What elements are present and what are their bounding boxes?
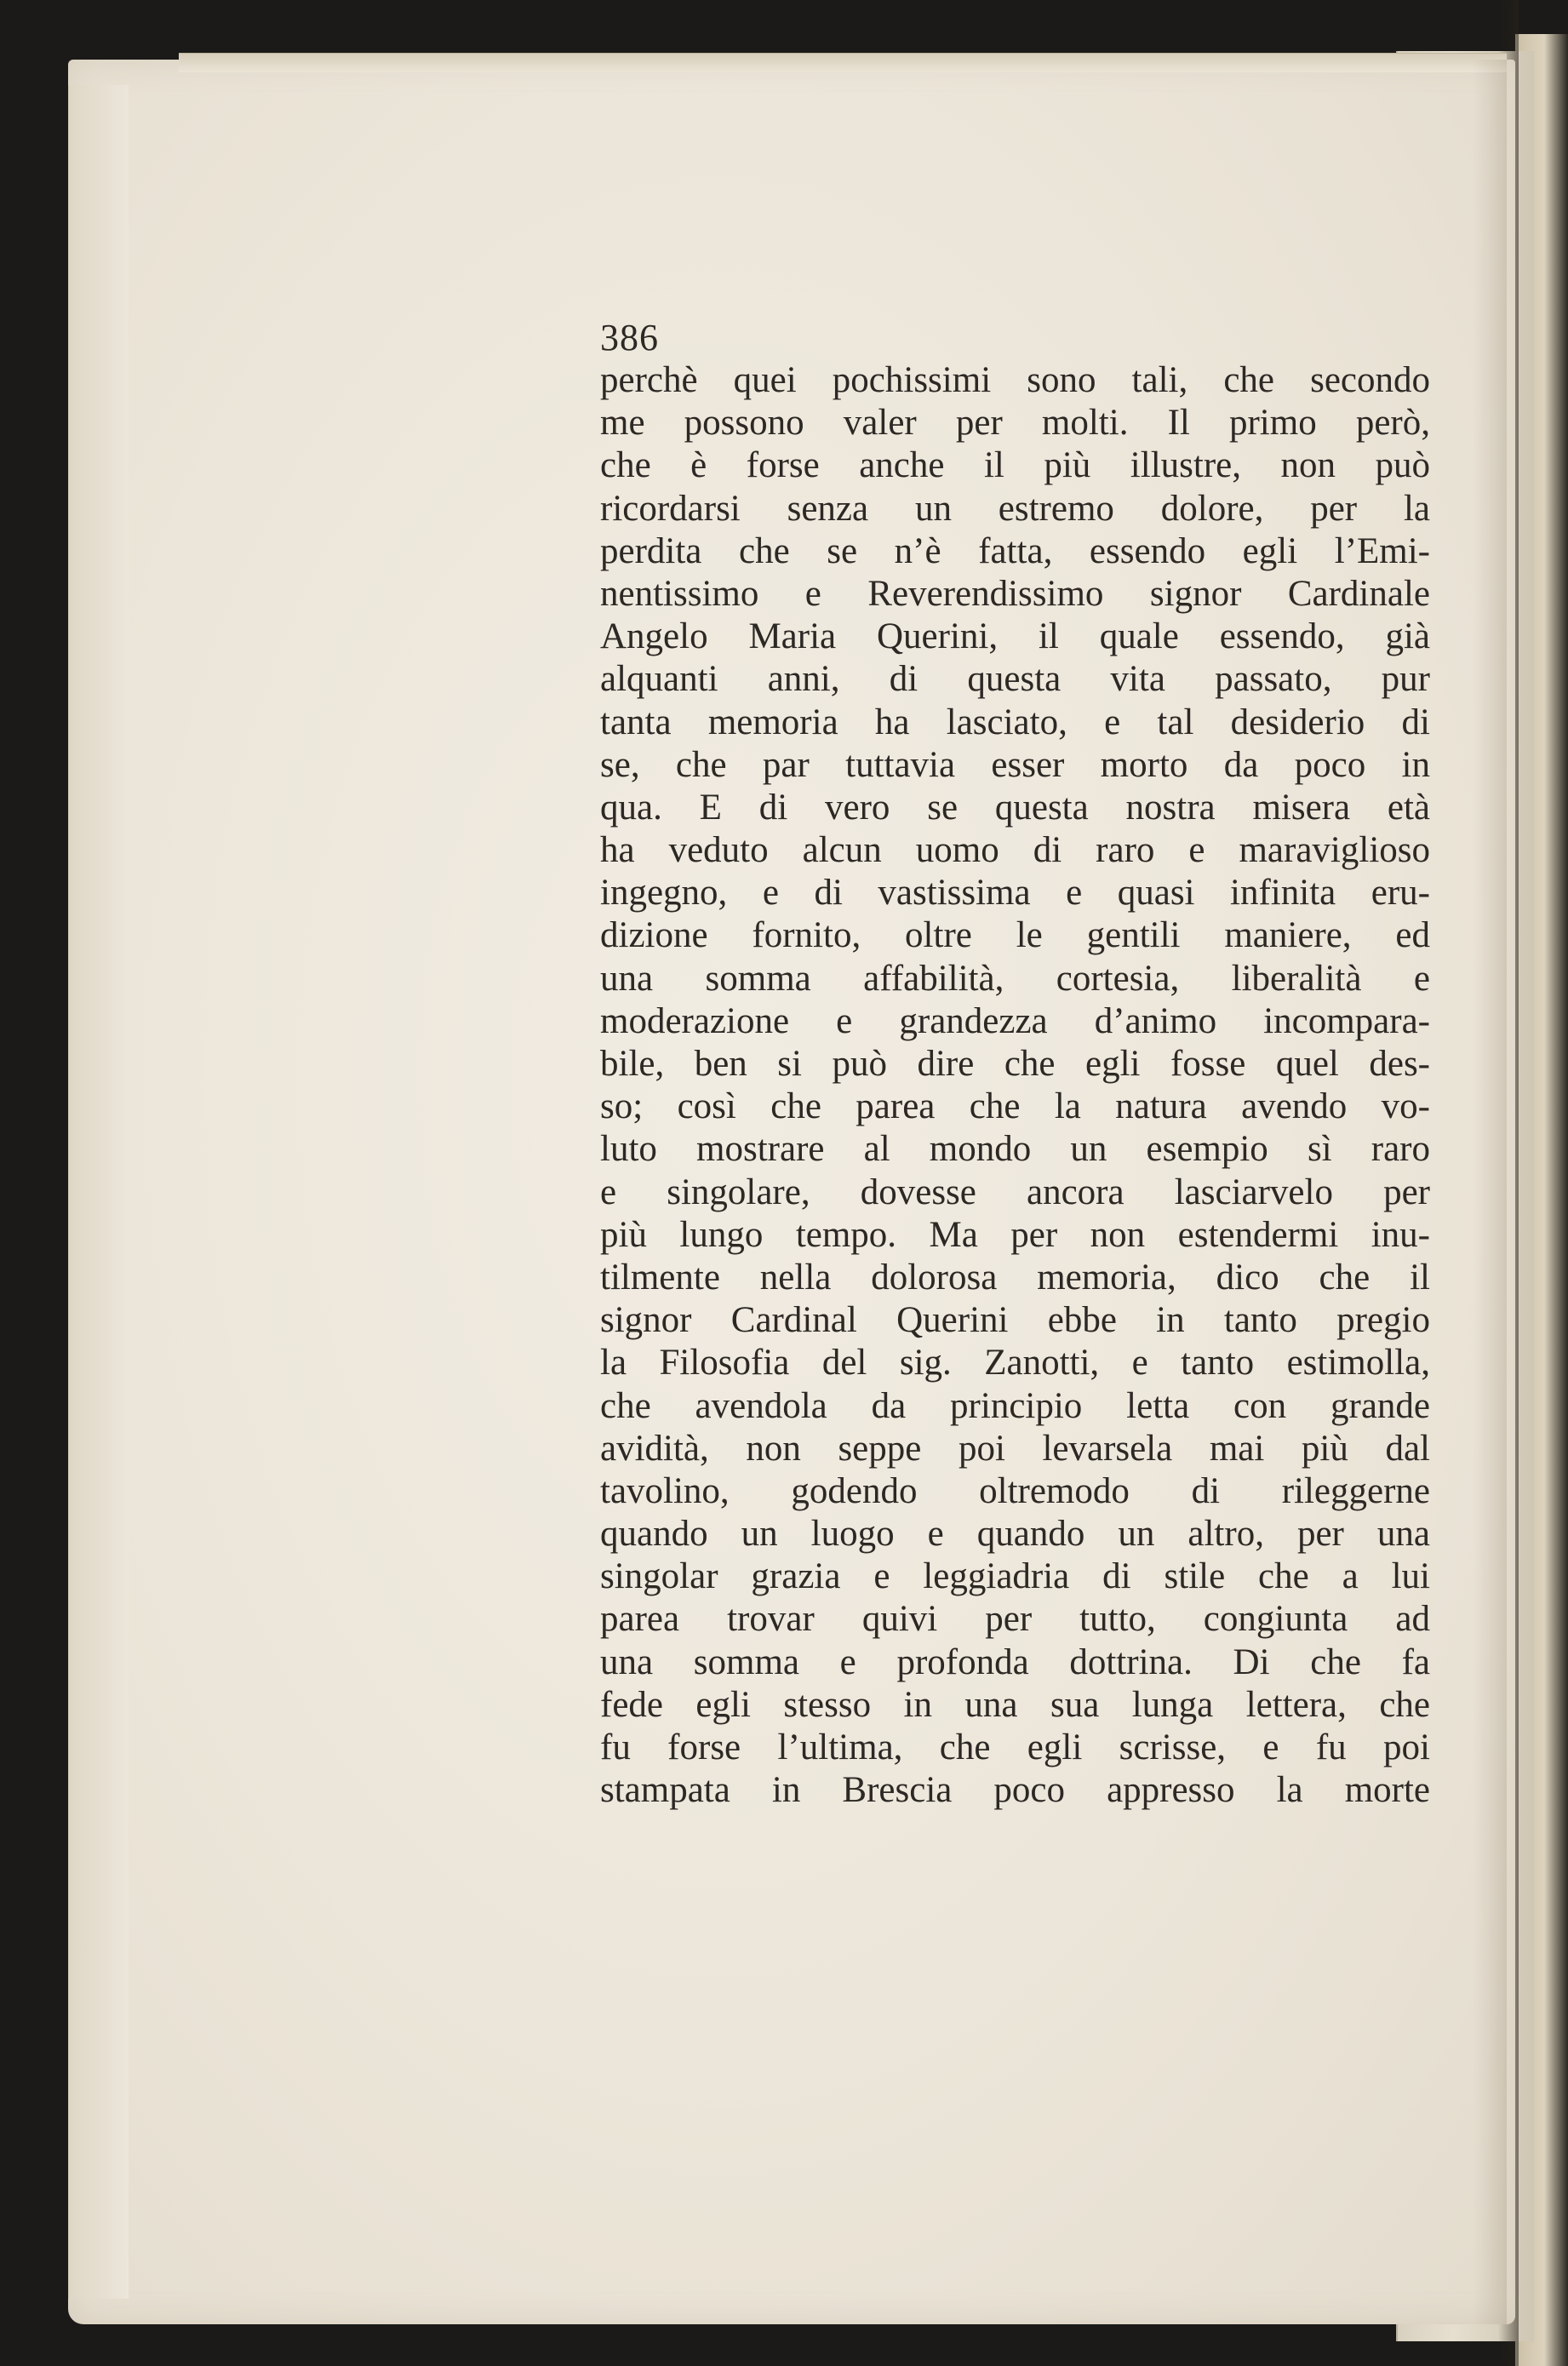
text-line: fede egli stesso in una sua lunga lettera, che [600, 1684, 1430, 1725]
text-line: quando un luogo e quando un altro, per una [600, 1514, 1430, 1555]
text-line: perdita che se n’è fatta, essendo egli l’Emi- [600, 530, 1430, 571]
page-number: 386 [600, 317, 659, 358]
text-line: più lungo tempo. Ma per non estendermi inu- [600, 1214, 1430, 1255]
text-line: alquanti anni, di questa vita passato, pur [600, 659, 1430, 700]
text-line: fu forse l’ultima, che egli scrisse, e fu poi [600, 1727, 1430, 1767]
text-line: che è forse anche il più illustre, non può [600, 445, 1430, 486]
text-line: moderazione e grandezza d’animo incompara- [600, 1000, 1430, 1041]
body-text [600, 359, 1430, 1812]
text-line: la Filosofia del sig. Zanotti, e tanto estimolla, [600, 1343, 1430, 1384]
text-line: signor Cardinal Querini ebbe in tanto pregio [600, 1300, 1430, 1341]
page-left-edge [68, 85, 129, 2299]
text-line: tanta memoria ha lasciato, e tal desiderio di [600, 702, 1430, 742]
text-line: avidità, non seppe poi levarsela mai più dal [600, 1428, 1430, 1469]
text-line: stampata in Brescia poco appresso la morte [600, 1770, 1430, 1811]
text-line: bile, ben si può dire che egli fosse quel des- [600, 1044, 1430, 1084]
text-line: nentissimo e Reverendissimo signor Cardinale [600, 573, 1430, 614]
show-through-text [766, 1813, 1362, 1853]
text-line: ha veduto alcun uomo di raro e maraviglioso [600, 830, 1430, 871]
text-line: perchè quei pochissimi sono tali, che secondo [600, 360, 1430, 400]
text-line: che avendola da principio letta con grande [600, 1385, 1430, 1426]
page-crease [1473, 60, 1507, 2324]
text-line: una somma e profonda dottrina. Di che fa [600, 1641, 1430, 1682]
text-line: ricordarsi senza un estremo dolore, per la [600, 488, 1430, 529]
text-line: luto mostrare al mondo un esempio sì raro [600, 1129, 1430, 1170]
page-top-edge [179, 53, 1507, 72]
text-line: parea trovar quivi per tutto, congiunta ad [600, 1599, 1430, 1640]
text-line: dizione fornito, oltre le gentili maniere, ed [600, 915, 1430, 956]
text-line: e singolare, dovesse ancora lasciarvelo per [600, 1172, 1430, 1212]
text-line: so; così che parea che la natura avendo vo- [600, 1086, 1430, 1127]
text-block [600, 317, 1430, 1812]
text-line: singolar grazia e leggiadria di stile che a lui [600, 1556, 1430, 1597]
text-line: tilmente nella dolorosa memoria, dico che il [600, 1257, 1430, 1298]
text-line: una somma affabilità, cortesia, liberalità e [600, 958, 1430, 999]
text-line: Angelo Maria Querini, il quale essendo, già [600, 616, 1430, 657]
text-line: ingegno, e di vastissima e quasi infinita eru- [600, 873, 1430, 914]
text-line: se, che par tuttavia esser morto da poco in [600, 744, 1430, 785]
text-line: qua. E di vero se questa nostra misera età [600, 787, 1430, 828]
text-line: me possono valer per molti. Il primo però, [600, 403, 1430, 444]
text-line: tavolino, godendo oltremodo di rileggerne [600, 1470, 1430, 1511]
